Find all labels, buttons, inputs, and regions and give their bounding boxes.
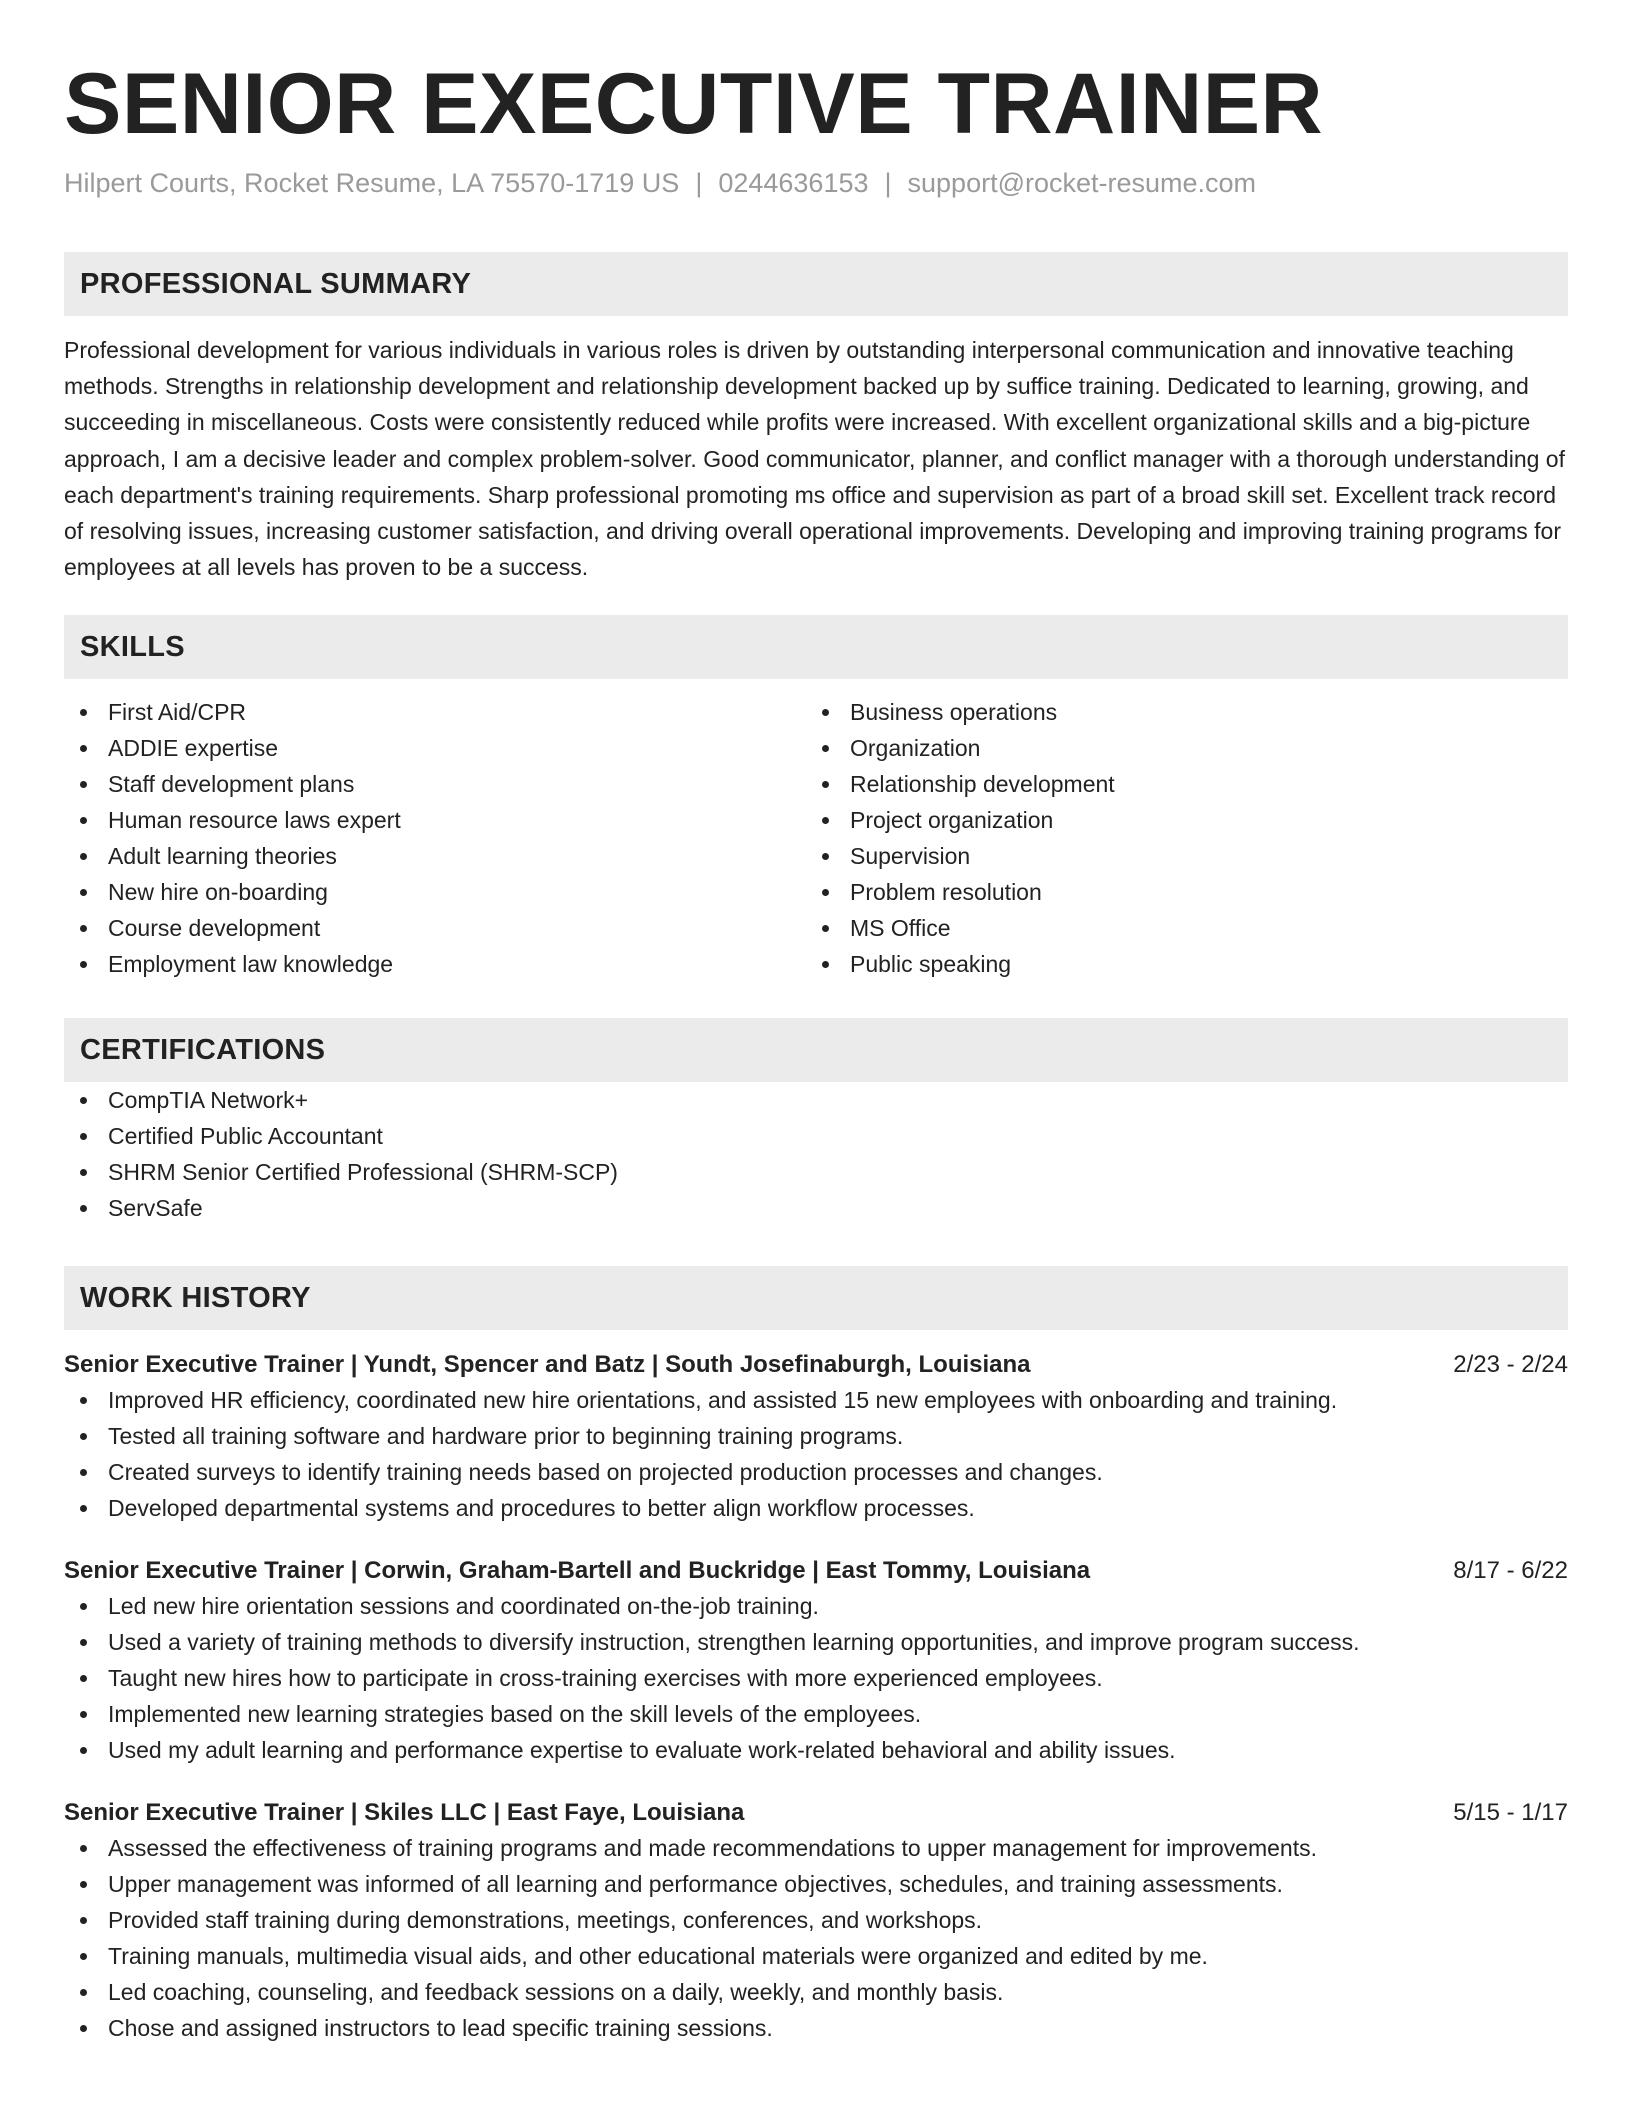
job-dates: 8/17 - 6/22: [1453, 1557, 1568, 1585]
job-bullet: Taught new hires how to participate in cross-training exercises with more experienced employees.: [64, 1660, 1568, 1696]
job-bullet: Led coaching, counseling, and feedback sessions on a daily, weekly, and monthly basis.: [64, 1974, 1568, 2010]
skill-item: Staff development plans: [64, 766, 806, 802]
work-history-section-header: WORK HISTORY: [64, 1266, 1568, 1330]
skills-column-left: [64, 694, 806, 982]
contact-phone: 0244636153: [718, 168, 869, 198]
contact-address: Hilpert Courts, Rocket Resume, LA 75570-1719 US: [64, 168, 680, 198]
skill-item: Project organization: [806, 802, 1548, 838]
summary-section-header: PROFESSIONAL SUMMARY: [64, 252, 1568, 316]
resume-page: [64, 0, 1568, 2046]
contact-separator: |: [695, 168, 703, 198]
certifications-list: [64, 1082, 1568, 1226]
job-bullet: Chose and assigned instructors to lead specific training sessions.: [64, 2010, 1568, 2046]
skill-item: Organization: [806, 730, 1548, 766]
skill-item: New hire on-boarding: [64, 874, 806, 910]
job-entry: [64, 1554, 1568, 1768]
job-bullet: Used my adult learning and performance expertise to evaluate work-related behavioral and ability issues.: [64, 1732, 1568, 1768]
skill-item: Course development: [64, 910, 806, 946]
summary-paragraph: Professional development for various individuals in various roles is driven by outstanding interpersonal communication and innovative teaching methods. Strengths in relationship development and relationship development backed up by suffice training. Dedicated to learning, growing, and succeeding in miscellaneous. Costs were consistently reduced while profits were increased. With excellent organizational skills and a big-picture approach, I am a decisive leader and complex problem-solver. Good communicator, planner, and conflict manager with a thorough understanding of each department's training requirements. Sharp professional promoting ms office and supervision as part of a broad skill set. Excellent track record of resolving issues, increasing customer satisfaction, and driving overall operational improvements. Developing and improving training programs for employees at all levels has proven to be a success.: [64, 337, 1565, 581]
job-bullet: Improved HR efficiency, coordinated new hire orientations, and assisted 15 new employees with onboarding and training.: [64, 1382, 1568, 1418]
job-bullet: Tested all training software and hardware prior to beginning training programs.: [64, 1418, 1568, 1454]
skill-item: Relationship development: [806, 766, 1548, 802]
job-header: [64, 1348, 1568, 1382]
job-bullets: [64, 1588, 1568, 1768]
skills-section-header: SKILLS: [64, 615, 1568, 679]
skills-list-left: [64, 694, 806, 982]
skills-column-right: [806, 694, 1548, 982]
certification-item: CompTIA Network+: [64, 1082, 1568, 1118]
contact-email: support@rocket-resume.com: [907, 168, 1257, 198]
job-entry: [64, 1796, 1568, 2046]
skill-item: Problem resolution: [806, 874, 1548, 910]
job-title: Senior Executive Trainer | Corwin, Graham-Bartell and Buckridge | East Tommy, Louisiana: [64, 1557, 1091, 1585]
skill-item: Business operations: [806, 694, 1548, 730]
resume-name-title: SENIOR EXECUTIVE TRAINER: [64, 56, 1324, 152]
job-bullet: Used a variety of training methods to diversify instruction, strengthen learning opportunities, and improve program success.: [64, 1624, 1568, 1660]
job-dates: 2/23 - 2/24: [1453, 1351, 1568, 1379]
skill-item: Adult learning theories: [64, 838, 806, 874]
job-bullet: Training manuals, multimedia visual aids, and other educational materials were organized and edited by me.: [64, 1938, 1568, 1974]
skill-item: Supervision: [806, 838, 1548, 874]
skill-item: Human resource laws expert: [64, 802, 806, 838]
certification-item: ServSafe: [64, 1190, 1568, 1226]
contact-separator: |: [884, 168, 892, 198]
skills-list-right: [806, 694, 1548, 982]
job-bullet: Upper management was informed of all learning and performance objectives, schedules, and training assessments.: [64, 1866, 1568, 1902]
skill-item: Public speaking: [806, 946, 1548, 982]
job-bullet: Implemented new learning strategies based on the skill levels of the employees.: [64, 1696, 1568, 1732]
job-bullet: Provided staff training during demonstrations, meetings, conferences, and workshops.: [64, 1902, 1568, 1938]
job-bullets: [64, 1830, 1568, 2046]
skill-item: ADDIE expertise: [64, 730, 806, 766]
certifications-section-header: CERTIFICATIONS: [64, 1018, 1568, 1082]
job-header: [64, 1796, 1568, 1830]
job-title: Senior Executive Trainer | Skiles LLC | East Faye, Louisiana: [64, 1799, 745, 1827]
job-title: Senior Executive Trainer | Yundt, Spencer and Batz | South Josefinaburgh, Louisiana: [64, 1351, 1031, 1379]
skill-item: Employment law knowledge: [64, 946, 806, 982]
job-bullet: Led new hire orientation sessions and coordinated on-the-job training.: [64, 1588, 1568, 1624]
certification-item: SHRM Senior Certified Professional (SHRM-SCP): [64, 1154, 1568, 1190]
job-header: [64, 1554, 1568, 1588]
certification-item: Certified Public Accountant: [64, 1118, 1568, 1154]
job-bullets: [64, 1382, 1568, 1526]
skill-item: First Aid/CPR: [64, 694, 806, 730]
job-bullet: Developed departmental systems and procedures to better align workflow processes.: [64, 1490, 1568, 1526]
skills-grid: [64, 694, 1568, 982]
job-dates: 5/15 - 1/17: [1453, 1799, 1568, 1827]
job-bullet: Created surveys to identify training needs based on projected production processes and changes.: [64, 1454, 1568, 1490]
contact-line: [64, 166, 1568, 200]
job-entry: [64, 1348, 1568, 1526]
job-bullet: Assessed the effectiveness of training programs and made recommendations to upper management for improvements.: [64, 1830, 1568, 1866]
skill-item: MS Office: [806, 910, 1548, 946]
